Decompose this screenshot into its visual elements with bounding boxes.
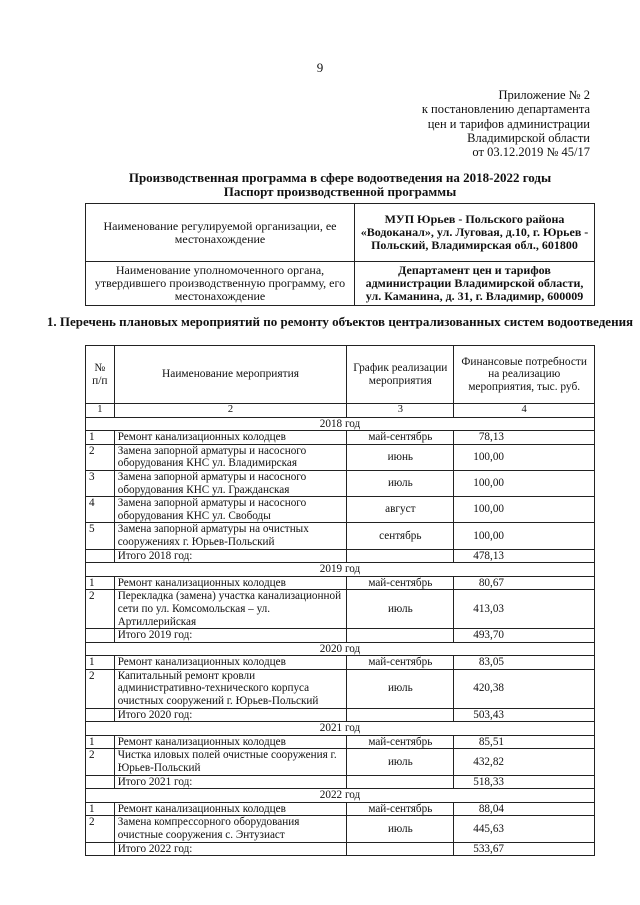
activity-schedule: июль (347, 669, 454, 708)
row-number: 1 (86, 802, 115, 816)
total-empty-cell (86, 549, 115, 563)
column-numbers-row (86, 404, 595, 418)
activity-schedule: июль (347, 749, 454, 775)
total-label: Итого 2019 год: (114, 629, 347, 643)
col-number: 3 (347, 404, 454, 418)
activity-amount: 432,82 (454, 749, 595, 775)
appendix-line: от 03.12.2019 № 45/17 (472, 145, 590, 160)
total-empty-cell (347, 708, 454, 722)
total-row (86, 842, 595, 856)
table-row (86, 802, 595, 816)
activity-name: Капитальный ремонт кровли административно-технического корпуса очистных сооружений г. Юрьев-Польский (114, 669, 347, 708)
row-number: 2 (86, 669, 115, 708)
activity-amount: 88,04 (454, 802, 595, 816)
row-number: 5 (86, 523, 115, 549)
activity-schedule: сентябрь (347, 523, 454, 549)
total-empty-cell (86, 842, 115, 856)
row-number: 2 (86, 590, 115, 629)
year-row (86, 563, 595, 577)
total-row (86, 708, 595, 722)
activity-amount: 85,51 (454, 735, 595, 749)
table-row (86, 431, 595, 445)
appendix-line: Приложение № 2 (498, 88, 590, 102)
year-label: 2019 год (86, 563, 595, 577)
activity-schedule: май-сентябрь (347, 802, 454, 816)
passport-value: Департамент цен и тарифов администрации Владимирской области, ул. Каманина, д. 31, г. Владимир, 600009 (355, 262, 595, 306)
passport-row (86, 262, 595, 306)
activity-amount: 445,63 (454, 816, 595, 842)
total-empty-cell (86, 775, 115, 789)
activity-name: Ремонт канализационных колодцев (114, 656, 347, 670)
year-label: 2020 год (86, 642, 595, 656)
total-label: Итого 2022 год: (114, 842, 347, 856)
activity-amount: 413,03 (454, 590, 595, 629)
total-amount: 533,67 (454, 842, 595, 856)
total-amount: 503,43 (454, 708, 595, 722)
activity-name: Замена запорной арматуры и насосного оборудования КНС ул. Свободы (114, 497, 347, 523)
row-number: 2 (86, 749, 115, 775)
total-amount: 518,33 (454, 775, 595, 789)
total-amount: 493,70 (454, 629, 595, 643)
appendix-line: к постановлению департамента (421, 102, 590, 117)
appendix-line: Владимирской области (467, 130, 590, 145)
activity-schedule: май-сентябрь (347, 576, 454, 590)
activity-amount: 100,00 (454, 523, 595, 549)
table-row (86, 669, 595, 708)
total-row (86, 629, 595, 643)
year-row (86, 722, 595, 736)
section-title: 1. Перечень плановых мероприятий по ремонту объектов централизованных систем водоотведения (46, 314, 634, 329)
activity-amount: 78,13 (454, 431, 595, 445)
page-number: 9 (316, 60, 324, 75)
total-label: Итого 2020 год: (114, 708, 347, 722)
activity-name: Замена компрессорного оборудования очистные сооружения с. Энтузиаст (114, 816, 347, 842)
table-row (86, 444, 595, 470)
row-number: 1 (86, 576, 115, 590)
passport-table (85, 203, 595, 306)
table-row (86, 576, 595, 590)
year-label: 2018 год (86, 417, 595, 431)
total-empty-cell (86, 708, 115, 722)
activity-name: Перекладка (замена) участка канализационной сети по ул. Комсомольская – ул. Артиллерийская (114, 590, 347, 629)
activity-amount: 80,67 (454, 576, 595, 590)
activity-name: Ремонт канализационных колодцев (114, 431, 347, 445)
row-number: 2 (86, 816, 115, 842)
passport-label: Наименование регулируемой организации, ее местонахождение (86, 204, 355, 262)
total-empty-cell (86, 629, 115, 643)
activity-name: Замена запорной арматуры на очистных сооружениях г. Юрьев-Польский (114, 523, 347, 549)
document-subtitle: Паспорт производственной программы (223, 184, 457, 199)
table-row (86, 816, 595, 842)
activity-schedule: август (347, 497, 454, 523)
total-label: Итого 2021 год: (114, 775, 347, 789)
total-row (86, 549, 595, 563)
activity-schedule: июль (347, 590, 454, 629)
header-schedule: График реализации мероприятия (347, 346, 454, 404)
activity-amount: 420,38 (454, 669, 595, 708)
row-number: 3 (86, 470, 115, 496)
total-empty-cell (347, 629, 454, 643)
activity-name: Замена запорной арматуры и насосного оборудования КНС ул. Гражданская (114, 470, 347, 496)
passport-label: Наименование уполномоченного органа, утвердившего производственную программу, его местонахождение (86, 262, 355, 306)
total-label: Итого 2018 год: (114, 549, 347, 563)
activity-name: Ремонт канализационных колодцев (114, 576, 347, 590)
year-row (86, 417, 595, 431)
activity-schedule: май-сентябрь (347, 431, 454, 445)
row-number: 1 (86, 735, 115, 749)
activity-name: Чистка иловых полей очистные сооружения г. Юрьев-Польский (114, 749, 347, 775)
appendix-block (360, 88, 590, 159)
row-number: 1 (86, 656, 115, 670)
activity-name: Ремонт канализационных колодцев (114, 735, 347, 749)
row-number: 2 (86, 444, 115, 470)
document-titles (0, 171, 640, 199)
row-number: 1 (86, 431, 115, 445)
activity-amount: 83,05 (454, 656, 595, 670)
header-name: Наименование мероприятия (114, 346, 347, 404)
table-row (86, 523, 595, 549)
col-number: 4 (454, 404, 595, 418)
activity-amount: 100,00 (454, 470, 595, 496)
total-empty-cell (347, 549, 454, 563)
header-amount: Финансовые потребности на реализацию мероприятия, тыс. руб. (454, 346, 595, 404)
activities-table (85, 345, 595, 856)
year-row (86, 789, 595, 803)
year-row (86, 642, 595, 656)
table-row (86, 470, 595, 496)
table-header-row (86, 346, 595, 404)
passport-row (86, 204, 595, 262)
table-body (86, 417, 595, 856)
passport-value: МУП Юрьев - Польского района «Водоканал», ул. Луговая, д.10, г. Юрьев - Польский, Владимирская обл., 601800 (355, 204, 595, 262)
col-number: 1 (86, 404, 115, 418)
year-label: 2022 год (86, 789, 595, 803)
table-row (86, 497, 595, 523)
row-number: 4 (86, 497, 115, 523)
col-number: 2 (114, 404, 347, 418)
year-label: 2021 год (86, 722, 595, 736)
total-row (86, 775, 595, 789)
activity-schedule: июль (347, 470, 454, 496)
table-row (86, 749, 595, 775)
table-row (86, 656, 595, 670)
appendix-line: цен и тарифов администрации (427, 116, 590, 131)
activity-name: Ремонт канализационных колодцев (114, 802, 347, 816)
activity-schedule: июль (347, 816, 454, 842)
table-row (86, 590, 595, 629)
document-title: Производственная программа в сфере водоотведения на 2018-2022 годы (128, 170, 552, 185)
total-amount: 478,13 (454, 549, 595, 563)
activity-schedule: май-сентябрь (347, 735, 454, 749)
total-empty-cell (347, 775, 454, 789)
activity-amount: 100,00 (454, 444, 595, 470)
activity-schedule: май-сентябрь (347, 656, 454, 670)
activity-schedule: июнь (347, 444, 454, 470)
table-row (86, 735, 595, 749)
total-empty-cell (347, 842, 454, 856)
activity-amount: 100,00 (454, 497, 595, 523)
activity-name: Замена запорной арматуры и насосного оборудования КНС ул. Владимирская (114, 444, 347, 470)
header-number: № п/п (86, 346, 115, 404)
